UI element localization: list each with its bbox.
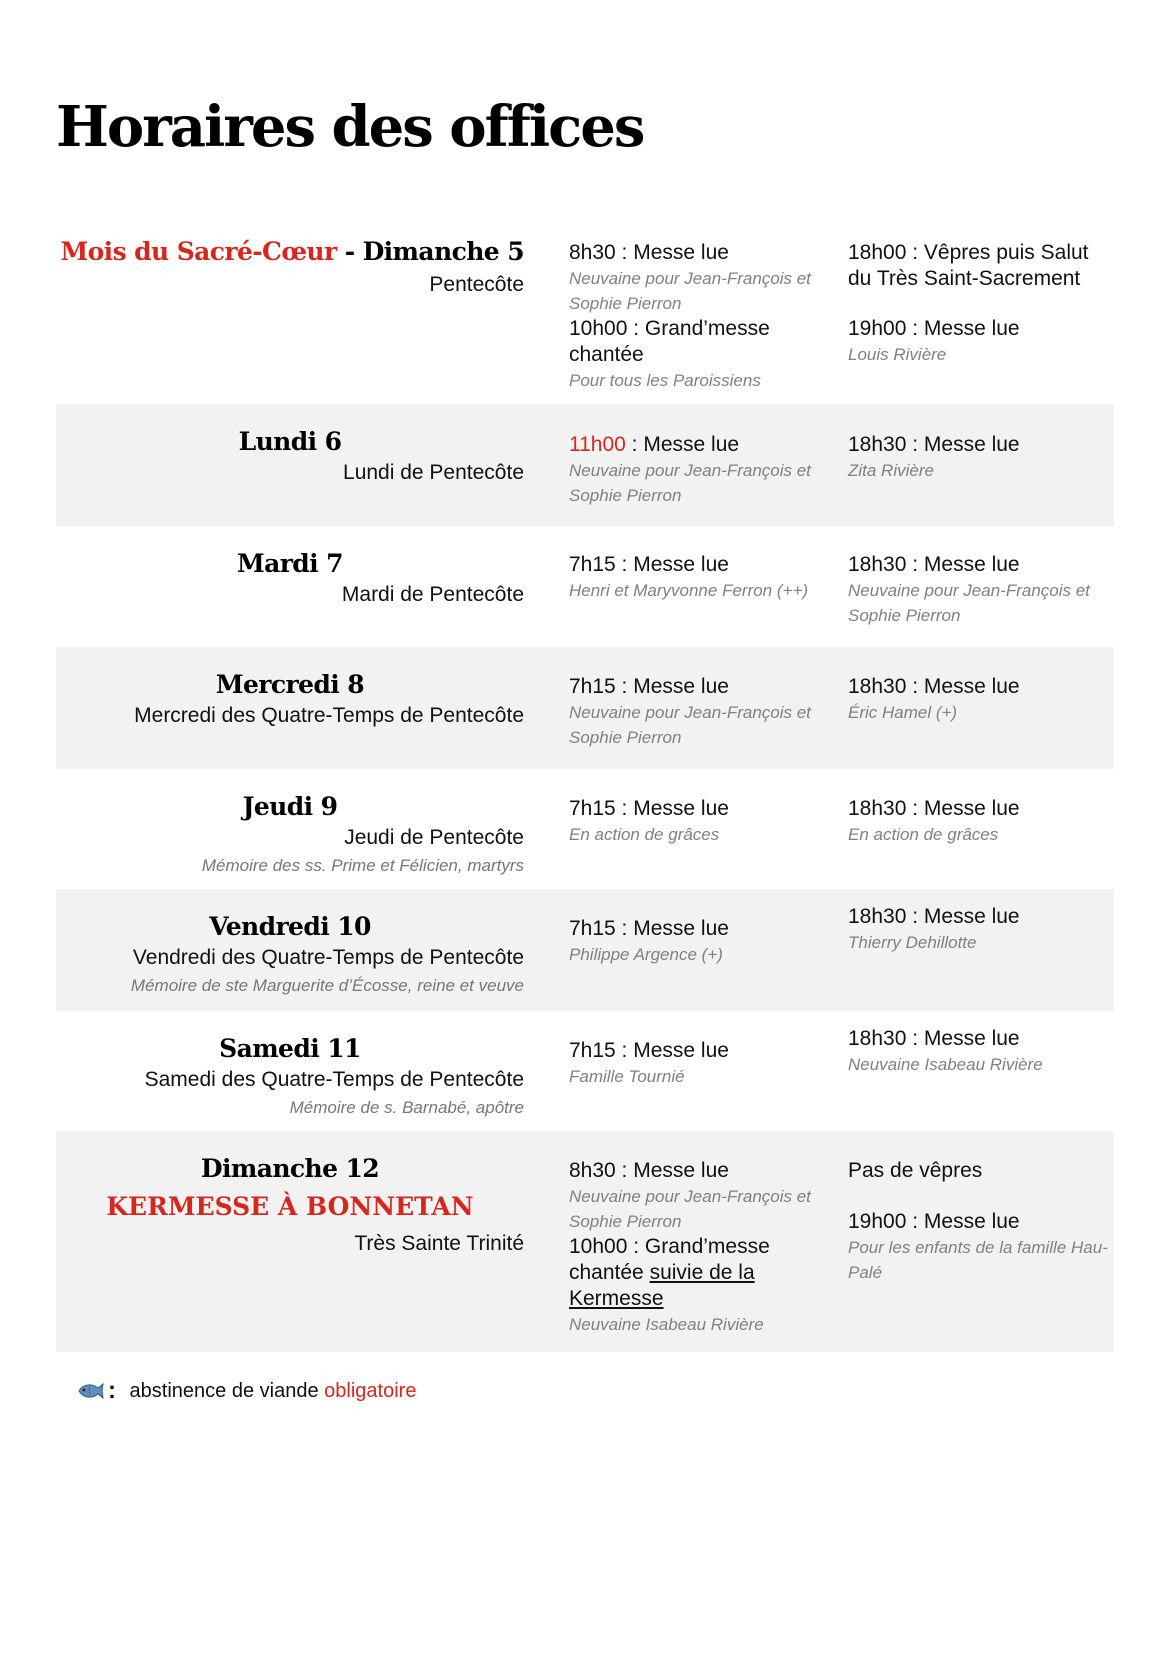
legend-text: abstinence de viande [124,1379,325,1402]
slot-time: 18h30 : Messe lue [848,553,1020,576]
day-row-samedi-11 [56,1011,1114,1131]
day-row-mercredi-8 [56,647,1114,769]
day-info [56,1033,524,1121]
slot-intention: Louis Rivière [848,345,947,364]
slot-time: 19h00 : Messe lue [848,1210,1020,1233]
slot-column-morning [569,796,819,847]
slot-intention: Neuvaine pour Jean-François et Sophie Pierron [569,461,811,505]
slot-intention: Neuvaine pour Jean-François et Sophie Pierron [848,581,1090,625]
slot-intention: Neuvaine pour Jean-François et Sophie Pierron [569,269,811,313]
slot-time: 18h30 : Messe lue [848,675,1020,698]
slot-column-morning [569,674,819,750]
slot-intention: Thierry Dehillotte [848,933,977,952]
day-row-dimanche-12 [56,1131,1114,1352]
slot-time: 18h30 : Messe lue [848,433,1020,456]
day-title [56,236,524,268]
liturgical-day: Lundi de Pentecôte [343,461,524,484]
slot-intention: Neuvaine pour Jean-François et Sophie Pierron [569,1187,811,1231]
slot-column-evening [848,796,1110,847]
fish-icon [76,1382,104,1400]
liturgical-day: Mardi de Pentecôte [341,583,524,606]
day-row-lundi-6 [56,404,1114,526]
day-name: Dimanche 5 [362,237,524,266]
slot-time: 18h30 : Messe lue [848,905,1020,928]
day-row-jeudi-9 [56,769,1114,889]
memorial-note: Mémoire de ste Marguerite d’Écosse, reine et veuve [130,976,524,995]
day-row-dimanche-5 [56,236,1114,404]
liturgical-day: Pentecôte [429,273,524,296]
day-info [56,911,524,999]
page-title: Horaires des offices [56,94,644,160]
slot-time: 7h15 : Messe lue [569,675,729,698]
slot-column-evening [848,1158,1110,1285]
liturgical-day: Mercredi des Quatre-Temps de Pentecôte [134,704,524,727]
slot-time: 8h30 : Messe lue [569,241,729,264]
slot-column-evening [848,432,1110,483]
slot-time: 7h15 : Messe lue [569,797,729,820]
liturgical-day: Très Sainte Trinité [354,1232,524,1255]
slot-column-evening [848,904,1110,955]
slot-column-morning [569,1158,819,1337]
slot-column-morning [569,916,819,967]
slot-time: 8h30 : Messe lue [569,1159,729,1182]
title-separator: - [336,237,363,266]
slot-time: 18h00 : Vêpres puis Salut du Très Saint-Sacrement [848,241,1089,290]
slot-intention: Neuvaine pour Jean-François et Sophie Pierron [569,703,811,747]
slot-column-morning [569,432,819,508]
day-name: Mardi 7 [237,549,343,578]
legend-colon: : [108,1377,116,1404]
day-info [56,548,524,610]
day-info [56,426,524,488]
slot-intention: En action de grâces [569,825,720,844]
slot-time: Pas de vêpres [848,1159,983,1182]
slot-intention: Éric Hamel (+) [848,703,958,722]
slot-intention: Zita Rivière [848,461,934,480]
day-name: Jeudi 9 [242,792,338,821]
slot-column-evening [848,674,1110,725]
slot-column-evening [848,1026,1110,1077]
day-info [56,669,524,731]
event-banner: KERMESSE À BONNETAN [106,1192,474,1221]
day-name: Vendredi 10 [209,912,371,941]
slot-intention: En action de grâces [848,825,999,844]
slot-time: 18h30 : Messe lue [848,797,1020,820]
day-info [56,791,524,879]
day-name: Mercredi 8 [215,670,365,699]
liturgical-day: Jeudi de Pentecôte [344,826,524,849]
slot-time: 10h00 : Grand’messe chantée [569,317,770,366]
legend [76,1377,416,1405]
slot-intention: Pour tous les Paroissiens [569,371,761,390]
slot-label: 10h00 : Grand’messe chantée [569,1235,770,1284]
slot-column-morning [569,240,819,393]
liturgical-day: Samedi des Quatre-Temps de Pentecôte [144,1068,524,1091]
slot-intention: Neuvaine Isabeau Rivière [848,1055,1043,1074]
day-row-mardi-7 [56,526,1114,647]
slot-column-evening [848,240,1110,367]
kermesse-note: suivie de la Kermesse [569,1261,755,1310]
slot-time: 7h15 : Messe lue [569,917,729,940]
slot-time: 18h30 : Messe lue [848,1027,1020,1050]
memorial-note: Mémoire des ss. Prime et Félicien, martyrs [201,856,524,875]
slot-intention: Famille Tournié [569,1067,685,1086]
changed-time: 11h00 [569,433,626,456]
slot-intention: Pour les enfants de la famille Hau-Palé [848,1238,1108,1282]
day-info [56,236,524,300]
slot-column-evening [848,552,1110,628]
slot-intention: Neuvaine Isabeau Rivière [569,1315,764,1334]
slot-column-morning [569,1038,819,1089]
day-info [56,1153,524,1259]
slot-time [569,432,819,458]
slot-column-morning [569,552,819,603]
memorial-note: Mémoire de s. Barnabé, apôtre [289,1098,524,1117]
slot-intention: Henri et Maryvonne Ferron (++) [569,581,809,600]
slot-label: : Messe lue [625,433,740,456]
day-row-vendredi-10 [56,889,1114,1011]
day-name: Samedi 11 [219,1034,361,1063]
legend-highlight: obligatoire [324,1379,417,1402]
slot-time: 7h15 : Messe lue [569,553,729,576]
slot-intention: Philippe Argence (+) [569,945,723,964]
month-dedication: Mois du Sacré-Cœur [60,237,337,266]
day-name: Dimanche 12 [200,1154,380,1183]
slot-time: 7h15 : Messe lue [569,1039,729,1062]
liturgical-day: Vendredi des Quatre-Temps de Pentecôte [132,946,524,969]
slot-time [569,1234,819,1312]
slot-time: 19h00 : Messe lue [848,317,1020,340]
schedule-table [56,236,1114,1352]
day-name: Lundi 6 [238,427,342,456]
